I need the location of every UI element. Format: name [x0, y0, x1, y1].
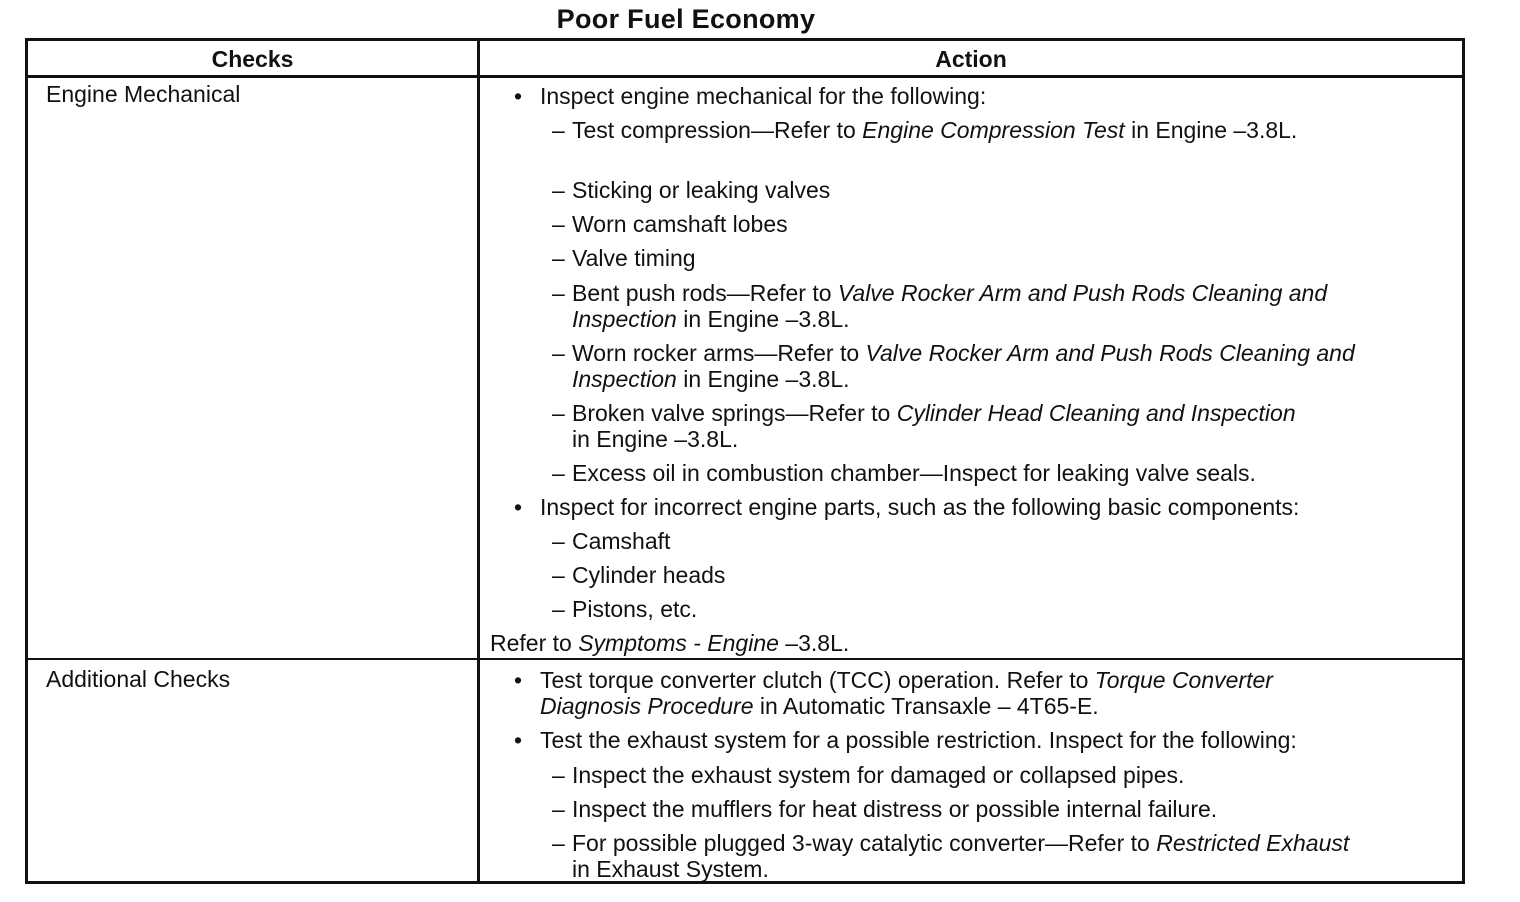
dash-item: Pistons, etc.: [572, 596, 698, 622]
dash-item: Inspect the exhaust system for damaged or collapsed pipes.: [572, 762, 1185, 788]
bullet: •: [514, 83, 523, 109]
dash-item: Valve timing: [572, 245, 696, 271]
dash: –: [552, 460, 565, 486]
dash-item: Bent push rods—Refer to Valve Rocker Arm and Push Rods Cleaning and: [572, 280, 1328, 306]
dash: –: [552, 177, 565, 203]
bullet-item: Test torque converter clutch (TCC) operation. Refer to Torque Converter: [540, 667, 1273, 693]
bullet: •: [514, 727, 523, 753]
diagnostic-table: [25, 38, 1465, 884]
bullet-item-continued: Diagnosis Procedure in Automatic Transaxle – 4T65-E.: [540, 693, 1099, 719]
dash: –: [552, 245, 565, 271]
dash-item-continued: in Engine –3.8L.: [572, 426, 739, 452]
dash-item: Cylinder heads: [572, 562, 726, 588]
dash-item: For possible plugged 3-way catalytic converter—Refer to Restricted Exhaust: [572, 830, 1350, 856]
page-title: Poor Fuel Economy: [556, 4, 816, 34]
dash: –: [552, 796, 565, 822]
header-divider: [28, 75, 1462, 78]
reference-note: Refer to Symptoms - Engine –3.8L.: [490, 630, 850, 656]
dash-item-continued: in Exhaust System.: [572, 856, 769, 882]
header-checks: Checks: [211, 46, 294, 72]
check-additional-checks: Additional Checks: [46, 666, 231, 692]
bullet: •: [514, 667, 523, 693]
column-divider: [477, 41, 480, 881]
dash: –: [552, 400, 565, 426]
dash-item: Sticking or leaking valves: [572, 177, 831, 203]
bullet-item: Inspect for incorrect engine parts, such as the following basic components:: [540, 494, 1300, 520]
dash-item: Excess oil in combustion chamber—Inspect for leaking valve seals.: [572, 460, 1256, 486]
dash-item: Worn rocker arms—Refer to Valve Rocker Arm and Push Rods Cleaning and: [572, 340, 1355, 366]
dash: –: [552, 117, 565, 143]
dash-item: Test compression—Refer to Engine Compression Test in Engine –3.8L.: [572, 117, 1298, 143]
check-engine-mechanical: Engine Mechanical: [46, 81, 241, 107]
bullet-item: Test the exhaust system for a possible restriction. Inspect for the following:: [540, 727, 1297, 753]
bullet: •: [514, 494, 523, 520]
dash-item: Broken valve springs—Refer to Cylinder Head Cleaning and Inspection: [572, 400, 1296, 426]
dash: –: [552, 340, 565, 366]
dash: –: [552, 211, 565, 237]
dash-item: Inspect the mufflers for heat distress or possible internal failure.: [572, 796, 1218, 822]
dash-item: Worn camshaft lobes: [572, 211, 788, 237]
dash-item: Camshaft: [572, 528, 671, 554]
dash: –: [552, 562, 565, 588]
dash: –: [552, 596, 565, 622]
row-divider: [28, 658, 1462, 660]
dash: –: [552, 528, 565, 554]
dash: –: [552, 280, 565, 306]
dash: –: [552, 830, 565, 856]
dash: –: [552, 762, 565, 788]
bullet-item: Inspect engine mechanical for the following:: [540, 83, 987, 109]
header-action: Action: [935, 46, 1007, 72]
dash-item-continued: Inspection in Engine –3.8L.: [572, 366, 850, 392]
dash-item-continued: Inspection in Engine –3.8L.: [572, 306, 850, 332]
